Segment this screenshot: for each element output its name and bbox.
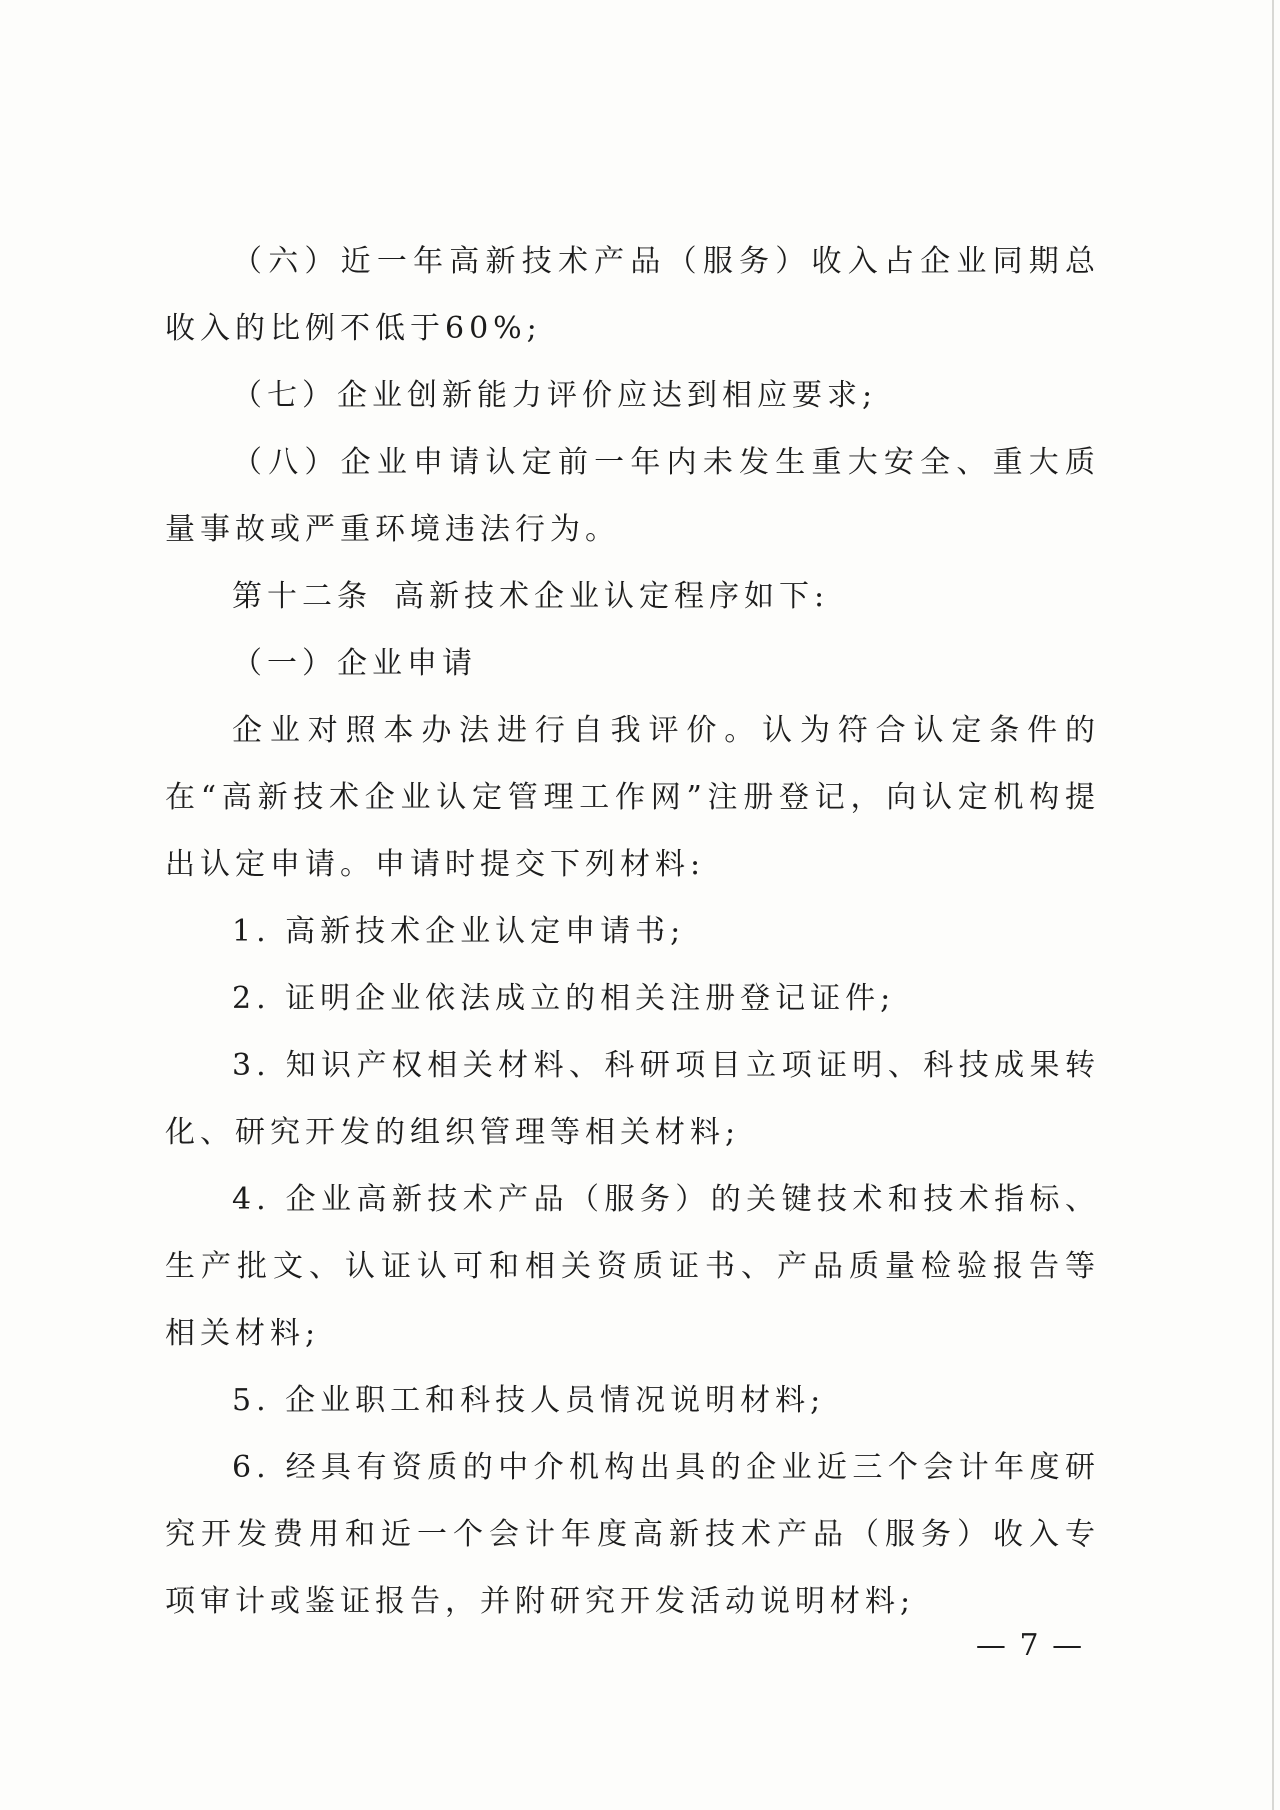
application-intro: 企业对照本办法进行自我评价。认为符合认定条件的在“高新技术企业认定管理工作网”注册登记，向认定机构提出认定申请。申请时提交下列材料: [165, 713, 1100, 882]
article-text: 高新技术企业认定程序如下: [394, 579, 830, 614]
document-body [165, 228, 1100, 1635]
material-item-6: 6. 经具有资质的中介机构出具的企业近三个会计年度研究开发费用和近一个会计年度高新技术产品（服务）收入专项审计或鉴证报告，并附研究开发活动说明材料; [165, 1450, 1100, 1619]
page-number: — 7 — [975, 1628, 1085, 1663]
paragraph-item-6: （六）近一年高新技术产品（服务）收入占企业同期总收入的比例不低于60%; [165, 244, 1100, 346]
article-12-heading [165, 563, 1100, 630]
material-item-2: 2. 证明企业依法成立的相关注册登记证件; [232, 981, 896, 1016]
material-item-1: 1. 高新技术企业认定申请书; [232, 914, 686, 949]
article-label: 第十二条 [232, 579, 372, 614]
paragraph-item-8: （八）企业申请认定前一年内未发生重大安全、重大质量事故或严重环境违法行为。 [165, 445, 1100, 547]
material-item-3: 3. 知识产权相关材料、科研项目立项证明、科技成果转化、研究开发的组织管理等相关材料; [165, 1048, 1100, 1150]
material-item-4: 4. 企业高新技术产品（服务）的关键技术和技术指标、生产批文、认证认可和相关资质证书、产品质量检验报告等相关材料; [165, 1182, 1100, 1351]
step-1-heading: （一）企业申请 [232, 646, 477, 681]
paragraph-item-7: （七）企业创新能力评价应达到相应要求; [232, 378, 878, 413]
material-item-5: 5. 企业职工和科技人员情况说明材料; [232, 1383, 826, 1418]
scan-edge-line [1272, 0, 1274, 1810]
